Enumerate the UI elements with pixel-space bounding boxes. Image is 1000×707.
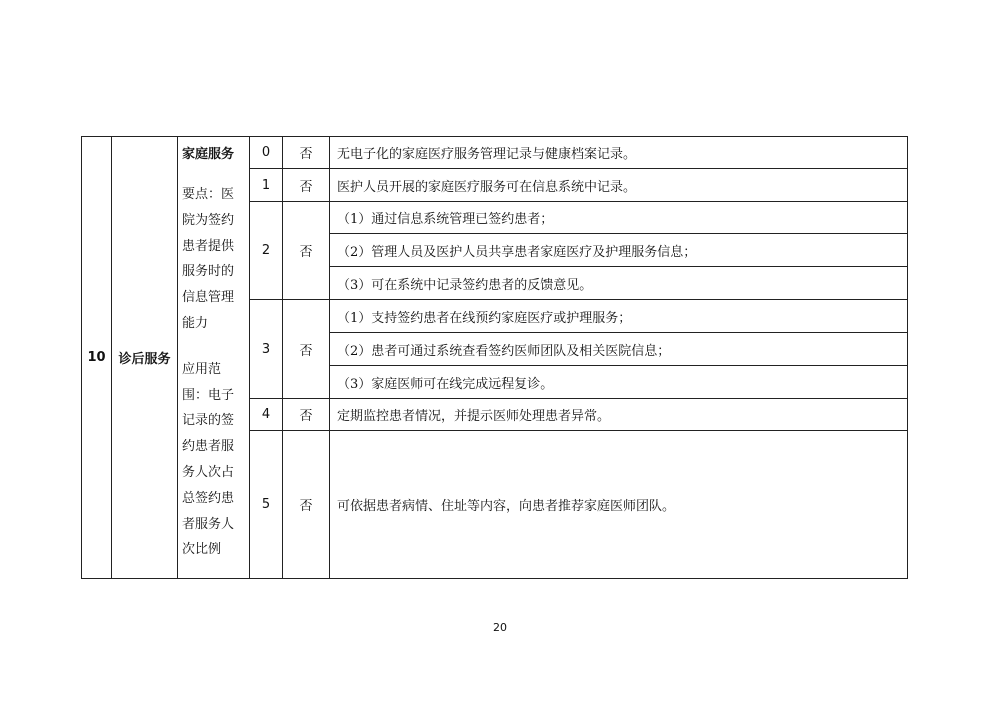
requirement-cell: 定期监控患者情况，并提示医师处理患者异常。 xyxy=(330,399,908,431)
answer-cell: 否 xyxy=(283,431,330,579)
evaluation-table xyxy=(81,136,908,579)
row-number: 10 xyxy=(82,137,112,579)
level-cell: 3 xyxy=(250,300,283,399)
scope-text: 应用范围：电子记录的签约患者服务人次占总签约患者服务人次比例 xyxy=(182,361,235,558)
requirement-cell: （3）家庭医师可在线完成远程复诊。 xyxy=(330,366,908,399)
requirement-cell: 可依据患者病情、住址等内容，向患者推荐家庭医师团队。 xyxy=(330,431,908,579)
answer-cell: 否 xyxy=(283,169,330,202)
requirement-cell: （1）支持签约患者在线预约家庭医疗或护理服务； xyxy=(330,300,908,333)
requirement-cell: （2）管理人员及医护人员共享患者家庭医疗及护理服务信息； xyxy=(330,234,908,267)
answer-cell: 否 xyxy=(283,300,330,399)
requirement-cell: （3）可在系统中记录签约患者的反馈意见。 xyxy=(330,267,908,300)
level-cell: 2 xyxy=(250,202,283,300)
category-cell: 诊后服务 xyxy=(112,137,178,579)
page-number: 20 xyxy=(493,621,507,634)
key-points-text: 要点：医院为签约患者提供服务时的信息管理能力 xyxy=(182,187,235,331)
requirement-cell: 无电子化的家庭医疗服务管理记录与健康档案记录。 xyxy=(330,137,908,169)
level-cell: 1 xyxy=(250,169,283,202)
item-title: 家庭服务 xyxy=(182,147,235,162)
level-cell: 0 xyxy=(250,137,283,169)
answer-cell: 否 xyxy=(283,202,330,300)
description-cell xyxy=(178,137,250,579)
requirement-cell: （2）患者可通过系统查看签约医师团队及相关医院信息； xyxy=(330,333,908,366)
requirement-cell: 医护人员开展的家庭医疗服务可在信息系统中记录。 xyxy=(330,169,908,202)
answer-cell: 否 xyxy=(283,137,330,169)
level-cell: 5 xyxy=(250,431,283,579)
requirement-cell: （1）通过信息系统管理已签约患者； xyxy=(330,202,908,234)
level-cell: 4 xyxy=(250,399,283,431)
answer-cell: 否 xyxy=(283,399,330,431)
